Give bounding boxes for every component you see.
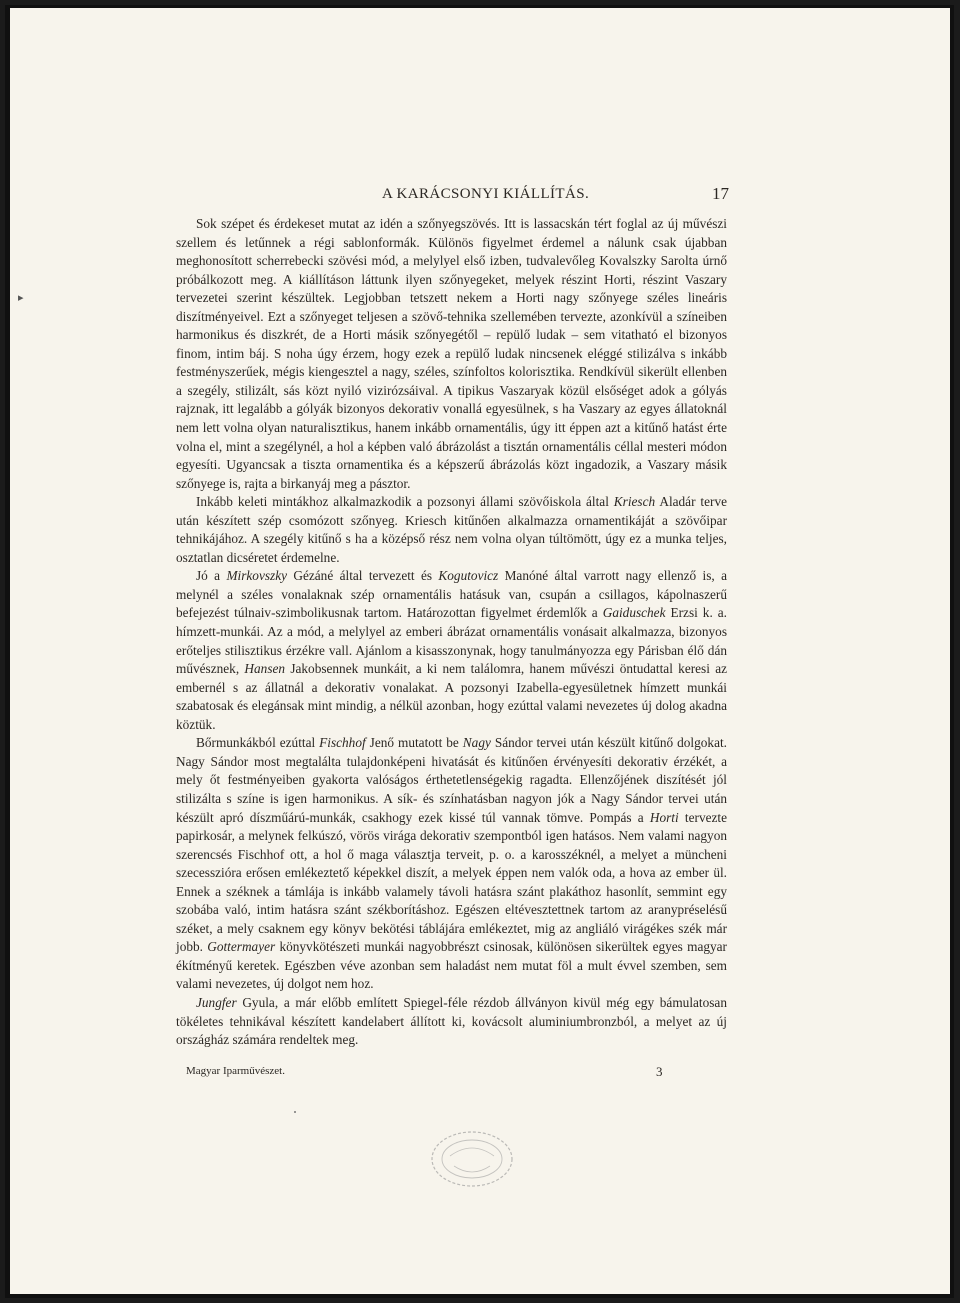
paragraph — [176, 493, 727, 567]
text-run: Aladár terve után készített szép csomózott szőnyeg. Kriesch kitűnően alkalmazza ornamentikáját a szövőipar tehnikájához. A szegély kitűnő s ha a középső rész nem volna olyan túltömött, úgy ez a munka teljes, osztatlan dicséretet érdemelne. — [176, 494, 727, 565]
journal-footer: Magyar Iparművészet. — [186, 1065, 285, 1077]
text-run: Jó a — [196, 568, 227, 584]
text-run: Gyula, a már előbb említett Spiegel-féle rézdob állványon kivül még egy bámulatosan tökéletes tehnikával készített kandelabert állított ki, kovácsolt aluminiumbronzból, a melyet az új országház számára rendeltek meg. — [176, 994, 727, 1048]
signature-mark: 3 — [656, 1064, 663, 1079]
italic-name: Kogutovicz — [438, 568, 499, 584]
text-run: Gézáné által tervezett és — [287, 568, 439, 584]
text-run: Jakobsennek munkáit, a ki nem találomra, hanem művészi öntudattal keresi az embernél s az állatnál a dekorativ vonalakat. A pozsonyi Izabella-egyesületnek hímzett munkái szabatosak és elegánsak mint mindig, a nélkül azonban, hogy ezúttal valami nevezetes új dolog akadna köztük. — [176, 661, 727, 732]
text-run: Inkább keleti mintákhoz alkalmazkodik a pozsonyi állami szövőiskola által — [196, 494, 614, 510]
paragraph — [176, 567, 727, 734]
margin-mark: ▸ — [18, 292, 24, 304]
article-body — [176, 215, 727, 1050]
italic-name: Mirkovszky — [226, 568, 288, 584]
italic-name: Gaiduschek — [602, 605, 666, 621]
text-run: Sok szépet és érdekeset mutat az idén a szőnyegszövés. Itt is lassacskán tért foglal az új művészi szellem és letűnnek a régi sablonformák. Különös figyelmet érdemel a nálunk csak újabban meghonosított scherrebecki szövési mód, a melylyel első izben, tudvalevőleg Kovalszky Sarolta úrnő próbálkozott meg. A kiállításon láttunk ilyen szőnyegeket, melyek részint Horti, részint Vaszary tervezetei szerint készültek. Legjobban tetszett nekem a Horti nagy szőnyege széles lineáris diszítményeivel. Ezt a szőnyeget teljesen a szövő-tehnika szellemében tervezte, azonkívül a színeiben harmonikus és diszkrét, de a Horti másik szőnyegétől – repülő ludak – sem vitatható el bizonyos finom, intim báj. S noha úgy érzem, hogy ezek a repülő ludak nincsenek eléggé stilizálva s inkább festményszerűek, mégis kiengesztel a nagy, széles, színfoltos kolorisztika. Rendkívül sikerült ellenben a szegély, stilizált, sás közt nyiló vizirózsáival. A tipikus Vaszaryak közül elsőséget adok a gólyás rajznak, itt legalább a gólyák bizonyos dekorativ vonallá egyesülnek, s ha Vaszary az egyes állatoknál nem lett volna olyan naturalisztikus, hanem inkább ornamentális, úgy itt éppen azt a kitűnő hatást érte volna el, mint a szegélynél, a hol a képben való ábrázolást a tisztán ornamentális céllal mesteri módon egyesíti. Ugyancsak a tiszta ornamentika és a képszerű ábrázolás közt ingadozik, a Vaszary másik szőnyege is, rajta a birkanyáj meg a pásztor. — [176, 216, 727, 491]
italic-name: Gottermayer — [207, 939, 276, 955]
text-run: Sándor tervei után készült kitűnő dolgokat. Nagy Sándor most megtalálta tulajdonképeni hivatását és kitűnően érvényesíti dekorativ érzékét, a mely őt festményeiben gyakorta valóságos érthetetlenségekig ragadta. Ellenzőjének diszítését jól stilizálta s színe is igen harmonikus. A sík- és színhatásban nagyon jók a Nagy Sándor tervei után készült apró díszműárú-munkák, csakhogy ezek kissé túl vannak tömve. Pompás a — [176, 735, 727, 825]
italic-name: Jungfer — [196, 994, 237, 1010]
page-number: 17 — [712, 184, 729, 203]
text-run: tervezte papirkosár, a melynek felkúszó, vörös virága dekorativ szempontból igen hatásos. Nem valami nagyon szerencsés Fischhof ott, a hol ő maga választja terveit, p. o. a karosszéknél, a melyet a müncheni szecesszióra erősen emlékeztető képekkel diszít, a melyek éppen nem valók oda, a hova az ember ül. Ennek a széknek a támlája is inkább valamely távoli hatásra szánt plakáthoz hasonlít, semmint egy szobába való, intim hatásra szánt székborításhoz. Egészen eltévesztettnek tartom az aranypréselésű széket, a mely csaknem egy könyv bekötési táblájára emlékeztet, mig az angliáló virágékes szék már jobb. — [176, 809, 727, 955]
book-page — [10, 8, 950, 1294]
italic-name: Nagy — [462, 735, 491, 751]
text-run: Erzsi k. a. hímzett-munkái. Az a mód, a melylyel az emberi ábrázat ornamentális vonásait alkalmazza, bizonyos erőteljes stilisztikus érzékre vall. Ajánlom a kisasszonynak, hogy tanulmányozza egy Párisban élő dán művésznek, — [176, 605, 728, 677]
italic-name: Hansen — [244, 661, 286, 677]
ink-dot — [294, 1111, 296, 1113]
text-run: Bőrmunkákból ezúttal — [196, 735, 320, 751]
italic-name: Horti — [649, 809, 679, 825]
italic-name: Fischhof — [319, 735, 366, 751]
text-run: könyvkötészeti munkái nagyobbrészt csinosak, különösen sikerültek egyes magyar ékítményű keretek. Egészben véve azonban sem haladást nem mutat föl a mult évvel szemben, sem valami nevezetes, új dolgot nem hoz. — [176, 939, 727, 992]
library-stamp — [426, 1126, 518, 1192]
paragraph — [176, 215, 727, 493]
paragraph — [176, 734, 727, 994]
text-run: Manóné által varrott nagy ellenző is, a melynél a széles vonalaknak szép ornamentális hatásuk van, csupán a csillagos, kápolnaszerű befejezést túlnaiv-szimbolikusnak tartom. Határozottan figyelmet érdemlők a — [176, 568, 727, 621]
paragraph — [176, 994, 727, 1050]
text-run: Jenő mutatott be — [365, 735, 463, 751]
running-title: A KARÁCSONYI KIÁLLÍTÁS. — [382, 186, 590, 202]
italic-name: Kriesch — [613, 494, 656, 510]
